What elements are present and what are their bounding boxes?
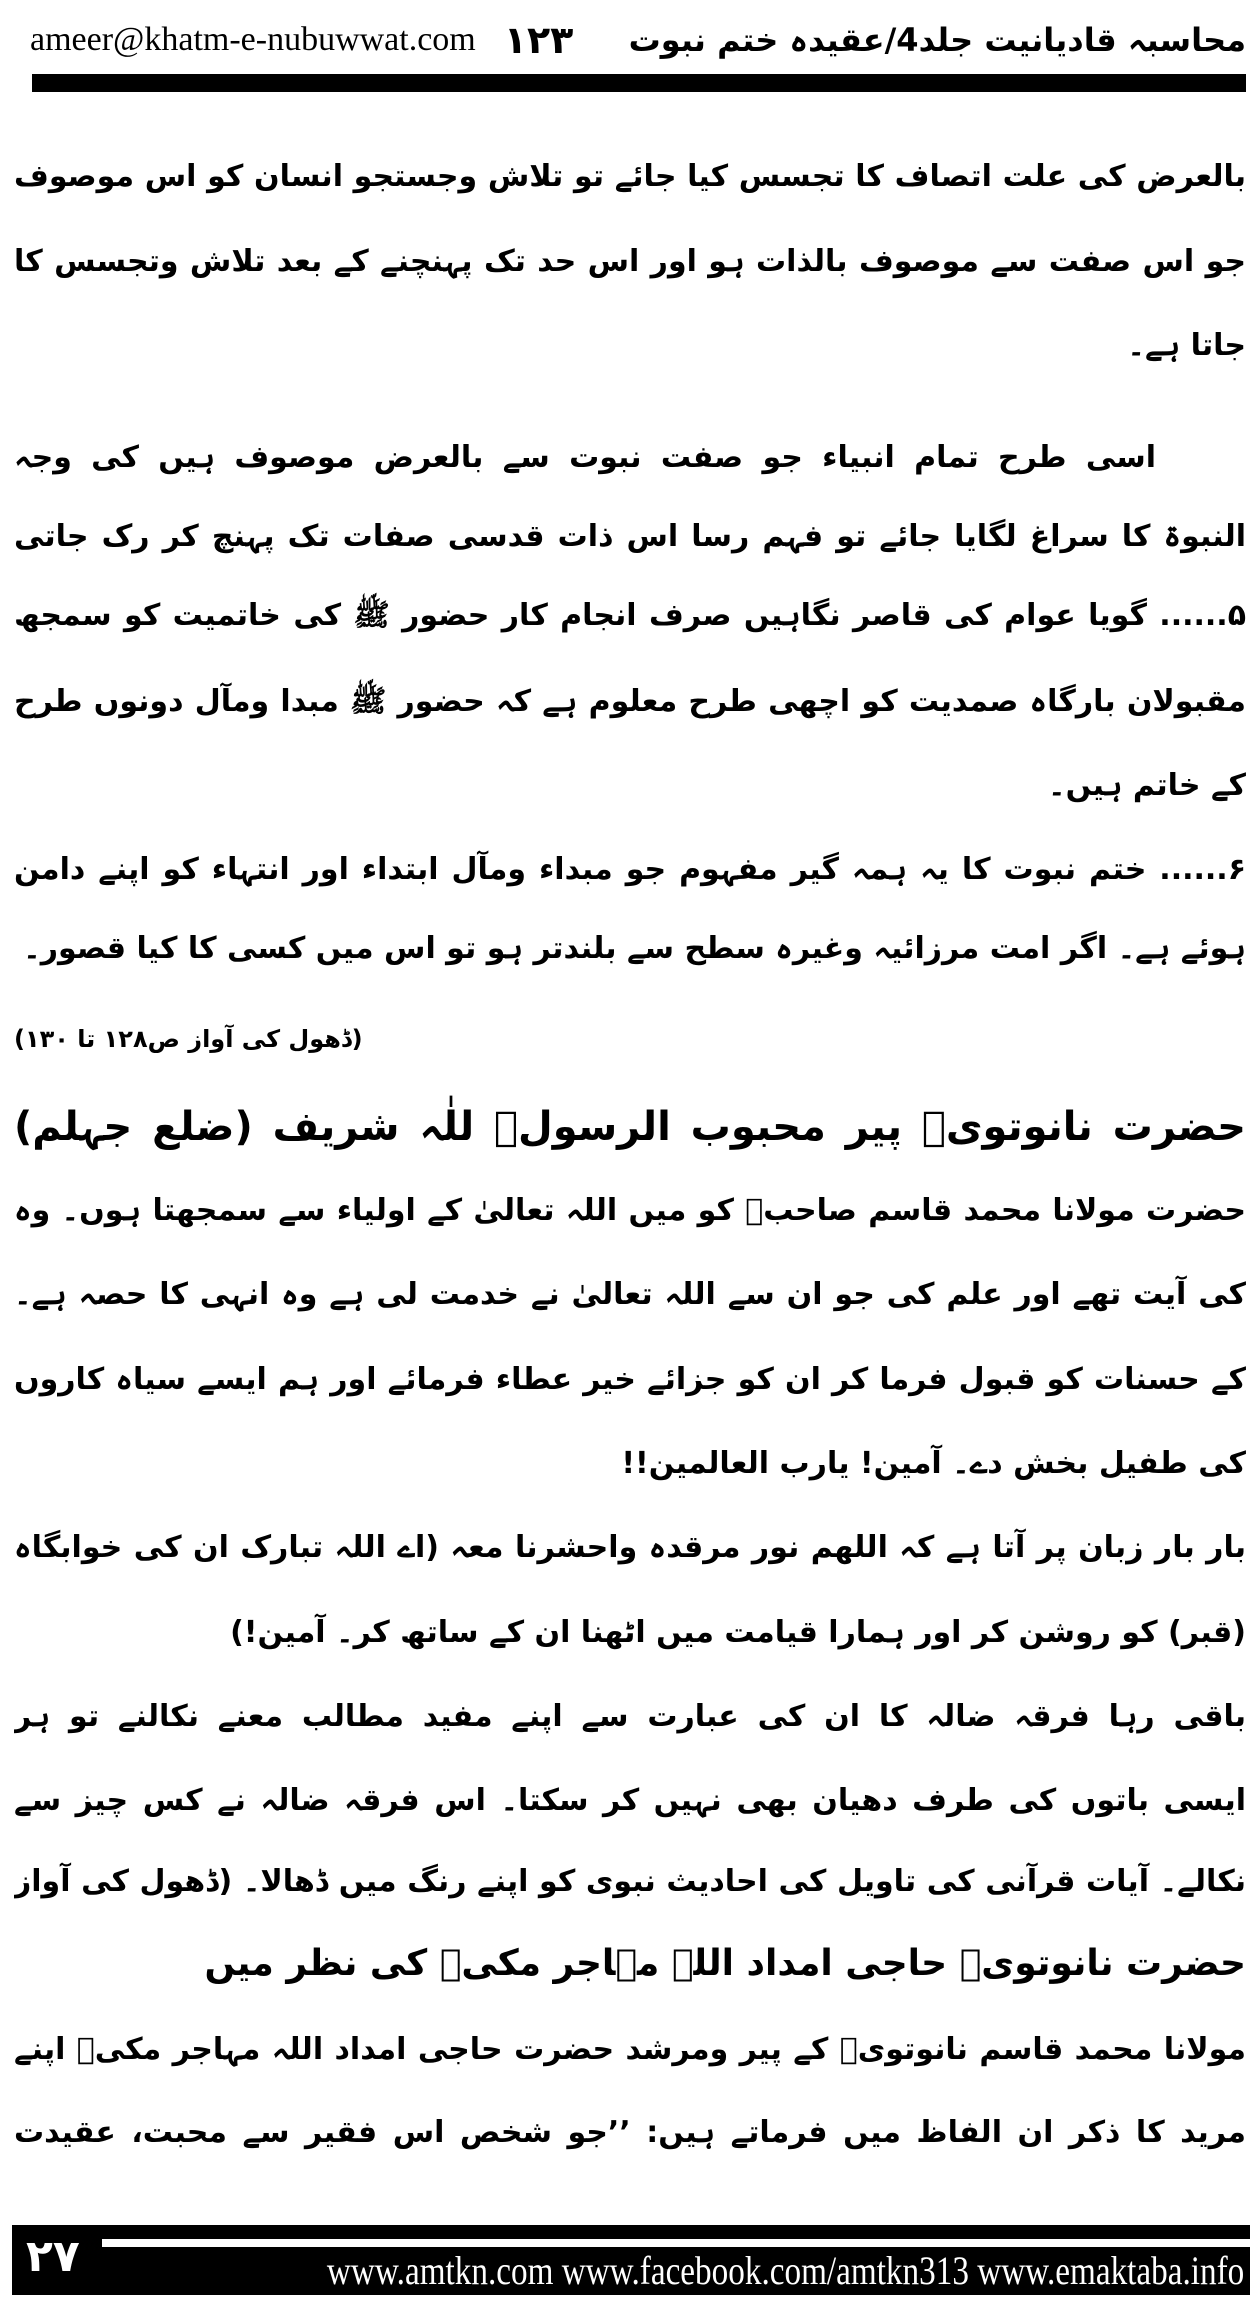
text-line: کے حسنات کو قبول فرما کر ان کو جزائے خیر عطاء فرمائے اور ہم ایسے سیاہ کاروں (14, 1362, 1246, 1397)
footer-urls: www.amtkn.com www.facebook.com/amtkn313 www.emaktaba.info (326, 2248, 1244, 2293)
text-line: جو اس صفت سے موصوف بالذات ہو اور اس حد تک پہنچنے کے بعد تلاش وتجسس کا (14, 244, 1246, 279)
text-line: نکالے۔ آیات قرآنی کی تاویل کی احادیث نبوی کو اپنے رنگ میں ڈھالا۔ (ڈھول کی آواز (14, 1864, 1246, 1899)
numbered-point-6: ۶...... ختم نبوت کا یہ ہمہ گیر مفہوم جو مبداء ومآل ابتداء اور انتہاء کو اپنے دامن (14, 852, 1246, 887)
footer-page-number: ۲۷ (26, 2231, 80, 2282)
text-line: ہوئے ہے۔ اگر امت مرزائیہ وغیرہ سطح سے بلندتر ہو تو اس میں کسی کا کیا قصور۔ (23, 931, 1246, 966)
text-line: اسی طرح تمام انبیاء جو صفت نبوت سے بالعرض موصوف ہیں کی وجہ (14, 440, 1156, 475)
numbered-point-5: ۵...... گویا عوام کی قاصر نگاہیں صرف انجام کار حضور ﷺ کی خاتمیت کو سمجھ (14, 598, 1246, 633)
text-line: باقی رہا فرقہ ضالہ کا ان کی عبارت سے اپنے مفید مطالب معنے نکالنے تو ہر (14, 1699, 1246, 1734)
text-line: کی آیت تھے اور علم کی جو ان سے اللہ تعالیٰ نے خدمت لی ہے وہ انہی کا حصہ ہے۔ (14, 1277, 1246, 1312)
text-line: جاتا ہے۔ (1127, 328, 1246, 363)
header-page-number: ۱۲۳ (503, 18, 574, 62)
reference-citation: (ڈھول کی آواز ص۱۲۸ تا ۱۳۰) (14, 1025, 363, 1053)
section-heading: حضرت نانوتویؒ حاجی امداد اللہ مہاجر مکیؒ کی نظر میں (204, 1943, 1246, 1984)
text-line: حضرت مولانا محمد قاسم صاحبؒ کو میں اللہ تعالیٰ کے اولیاء سے سمجھتا ہوں۔ وہ (14, 1193, 1246, 1228)
footer-divider (102, 2239, 1250, 2247)
text-line: کی طفیل بخش دے۔ آمین! یارب العالمین!! (621, 1446, 1246, 1481)
text-line: بار بار زبان پر آتا ہے کہ اللھم نور مرقدہ واحشرنا معہ (اے اللہ تبارک ان کی خوابگاہ (14, 1530, 1246, 1565)
text-line: ایسی باتوں کی طرف دھیان بھی نہیں کر سکتا۔ اس فرقہ ضالہ نے کس چیز سے (14, 1783, 1246, 1818)
text-line: مرید کا ذکر ان الفاظ میں فرماتے ہیں: ’’جو شخص اس فقیر سے محبت، عقیدت (14, 2115, 1246, 2150)
header-book-title: محاسبہ قادیانیت جلد4/عقیدہ ختم نبوت (628, 21, 1246, 59)
page-footer (12, 2225, 1250, 2295)
text-line: مولانا محمد قاسم نانوتویؒ کے پیر ومرشد حضرت حاجی امداد اللہ مہاجر مکیؒ اپنے (14, 2032, 1246, 2067)
text-line: النبوۃ کا سراغ لگایا جائے تو فہم رسا اس ذات قدسی صفات تک پہنچ کر رک جاتی (14, 519, 1246, 554)
text-line: کے خاتم ہیں۔ (1048, 768, 1246, 803)
text-line: مقبولان بارگاہ صمدیت کو اچھی طرح معلوم ہے کہ حضور ﷺ مبدا ومآل دونوں طرح (14, 684, 1246, 719)
header-row (30, 12, 1246, 68)
text-line: (قبر) کو روشن کر اور ہمارا قیامت میں اٹھنا ان کے ساتھ کر۔ آمین!) (230, 1615, 1246, 1650)
header-divider (32, 74, 1246, 92)
header-email: ameer@khatm-e-nubuwwat.com (30, 21, 476, 58)
text-line: بالعرض کی علت اتصاف کا تجسس کیا جائے تو تلاش وجستجو انسان کو اس موصوف (14, 159, 1246, 194)
section-heading: حضرت نانوتویؒ پیر محبوب الرسولؒ للٰہ شریف (ضلع جہلم) (14, 1104, 1246, 1150)
